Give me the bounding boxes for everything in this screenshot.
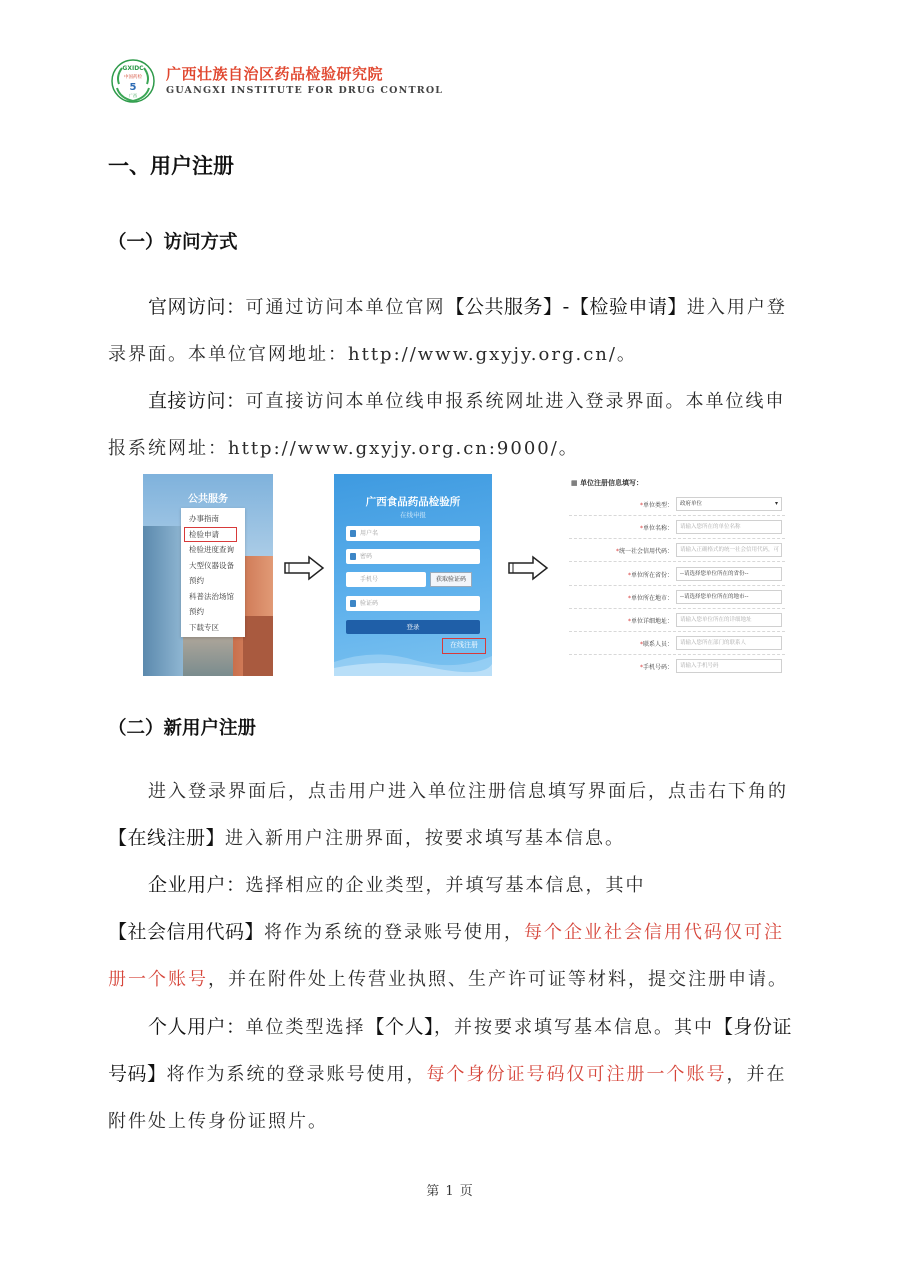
institute-logo bbox=[110, 58, 156, 104]
keyword-personal-user: 个人用户： bbox=[148, 1016, 246, 1038]
paragraph-personal-user: 个人用户：单位类型选择【个人】，并按要求填写基本信息。其中【身份证号码】将作为系统的登录账号使用，每个身份证号码仅可注册一个账号，并在附件处上传身份证照片。 bbox=[108, 1016, 793, 1132]
captcha-input[interactable]: 验证码 bbox=[346, 596, 480, 611]
get-code-button[interactable]: 获取验证码 bbox=[430, 572, 472, 587]
org-name-block bbox=[166, 65, 443, 98]
paragraph-enterprise-user: 企业用户：选择相应的企业类型，并填写基本信息，其中【社会信用代码】将作为系统的登录账号使用，每个企业社会信用代码仅可注册一个账号，并在附件处上传营业执照、生产许可证等材料，提交注册申请。 bbox=[108, 874, 788, 990]
menu-item-progress[interactable]: 检验进度查询 bbox=[189, 545, 234, 554]
chevron-down-icon: ▾ bbox=[774, 500, 778, 507]
keyword-online-register: 【在线注册】 bbox=[108, 827, 226, 849]
form-row-province: *单位所在省份： --请选择您单位所在的省份-- bbox=[569, 564, 785, 586]
org-name-cn: 广西壮族自治区药品检验研究院 bbox=[166, 64, 384, 83]
form-row-city: *单位所在地市： --请选择您单位所在的地市-- bbox=[569, 587, 785, 609]
paragraph-enter-register: 进入登录界面后，点击用户进入单位注册信息填写界面后，点击右下角的【在线注册】进入新用户注册界面，按要求填写基本信息。 bbox=[108, 781, 788, 849]
address-input[interactable]: 请输入您单位所在的详细地址 bbox=[676, 613, 782, 627]
menu-item-science-venue[interactable]: 科普法治场馆 bbox=[189, 591, 234, 601]
screenshot-registration-form bbox=[569, 474, 785, 676]
form-heading: ▦ 单位注册信息填写： bbox=[571, 479, 644, 487]
screenshot-public-service-menu bbox=[143, 474, 273, 676]
lock-icon bbox=[350, 600, 356, 607]
province-select[interactable]: --请选择您单位所在的省份-- bbox=[676, 567, 782, 581]
page-number: 第 1 页 bbox=[426, 1184, 474, 1199]
paragraph-official-site: 官网访问：可通过访问本单位官网【公共服务】-【检验申请】进入用户登录界面。本单位官网地址：http://www.gxyjy.org.cn/。 bbox=[108, 296, 787, 365]
building-left bbox=[143, 526, 183, 676]
login-title: 广西食品药品检验所 bbox=[365, 496, 461, 508]
phone-number-input[interactable]: 请输入手机号码 bbox=[676, 659, 782, 673]
warning-one-account-per-id: 每个身份证号码仅可注册一个账号 bbox=[426, 1064, 727, 1085]
contact-input[interactable]: 请输入您所在部门的联系人 bbox=[676, 636, 782, 650]
keyword-credit-code: 【社会信用代码】 bbox=[108, 921, 265, 943]
menu-item-reserve-2[interactable]: 预约 bbox=[189, 607, 204, 616]
menu-item-inspection-apply[interactable]: 检验申请 bbox=[184, 527, 237, 543]
svg-text:中国药检: 中国药检 bbox=[124, 75, 142, 80]
form-row-contact: *联系人员： 请输入您所在部门的联系人 bbox=[569, 633, 785, 655]
document-header bbox=[110, 58, 443, 104]
credit-code-input[interactable]: 请输入正确格式的统一社会信用代码，可 bbox=[676, 543, 782, 557]
section-title-register: 一、用户注册 bbox=[108, 154, 234, 178]
lock-icon bbox=[350, 553, 356, 560]
svg-text:广西: 广西 bbox=[129, 93, 137, 98]
keyword-direct-access: 直接访问： bbox=[148, 390, 246, 412]
menu-item-download[interactable]: 下载专区 bbox=[189, 622, 219, 632]
unit-name-input[interactable]: 请输入您所在的单位名称 bbox=[676, 520, 782, 534]
username-input[interactable]: 用户名 bbox=[346, 526, 480, 541]
arrow-right-icon bbox=[507, 555, 549, 581]
building-right-lower bbox=[243, 616, 273, 676]
public-service-menu bbox=[181, 508, 245, 637]
keyword-official-access: 官网访问： bbox=[148, 296, 246, 318]
password-input[interactable]: 密码 bbox=[346, 549, 480, 564]
menu-item-guide[interactable]: 办事指南 bbox=[189, 514, 219, 523]
login-button[interactable]: 登录 bbox=[346, 620, 480, 634]
keyword-enterprise-user: 企业用户： bbox=[148, 874, 246, 896]
svg-text:5: 5 bbox=[129, 82, 137, 93]
online-register-button[interactable]: 在线注册 bbox=[442, 638, 486, 654]
form-row-unit-type: *单位类型： 政府单位 ▾ bbox=[569, 494, 785, 516]
subsection-title-new-user: （二）新用户注册 bbox=[108, 718, 257, 739]
arrow-right-icon bbox=[283, 555, 325, 581]
menu-item-reserve-1[interactable]: 预约 bbox=[189, 576, 204, 585]
menu-title: 公共服务 bbox=[188, 494, 228, 505]
paragraph-direct-access: 直接访问：可直接访问本单位线申报系统网址进入登录界面。本单位线申报系统网址：http://www.gxyjy.org.cn:9000/。 bbox=[108, 390, 786, 459]
form-row-phone: *手机号码： 请输入手机号码 bbox=[569, 656, 785, 678]
subsection-title-access: （一）访问方式 bbox=[108, 232, 238, 253]
warning-one-account-per-code: 每个企业社会信用代码仅可注册一个账号 bbox=[108, 922, 785, 990]
screenshot-login-page bbox=[334, 474, 492, 676]
form-row-address: *单位详细地址： 请输入您单位所在的详细地址 bbox=[569, 610, 785, 632]
keyword-id-number: 【身份证号码】 bbox=[108, 1016, 793, 1085]
keyword-personal: 【个人】 bbox=[365, 1016, 435, 1038]
user-icon bbox=[350, 530, 356, 537]
keyword-public-service: 【公共服务】-【检验申请】 bbox=[445, 296, 687, 318]
phone-input[interactable]: 手机号 bbox=[346, 572, 426, 587]
svg-text:GXIDC: GXIDC bbox=[122, 65, 144, 72]
unit-type-select[interactable]: 政府单位 ▾ bbox=[676, 497, 782, 511]
org-name-en: GUANGXI INSTITUTE FOR DRUG CONTROL bbox=[166, 84, 444, 96]
login-subtitle: 在线申报 bbox=[400, 511, 426, 519]
city-select[interactable]: --请选择您单位所在的地市-- bbox=[676, 590, 782, 604]
form-row-unit-name: *单位名称： 请输入您所在的单位名称 bbox=[569, 517, 785, 539]
form-row-credit-code: *统一社会信用代码： 请输入正确格式的统一社会信用代码，可 bbox=[569, 540, 785, 562]
menu-item-equipment[interactable]: 大型仪器设备 bbox=[189, 560, 234, 570]
